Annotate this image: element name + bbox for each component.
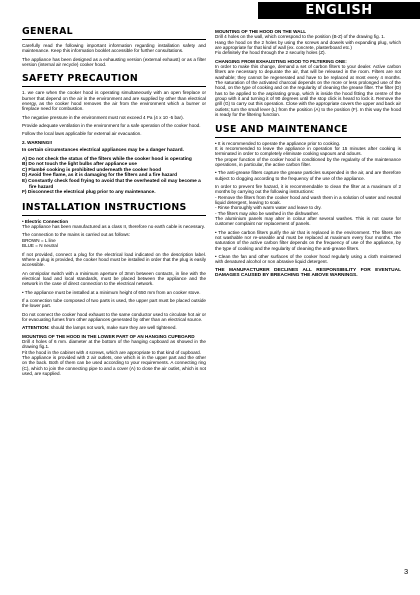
installation-heading: INSTALLATION INSTRUCTIONS — [22, 201, 187, 213]
warning-list — [22, 157, 206, 196]
section-divider — [22, 39, 206, 40]
wire-blue: BLUE = N neutral — [22, 243, 58, 249]
right-column — [215, 29, 401, 282]
mount-lower-heading: MOUNTING OF THE HOOD IN THE LOWER PART OF AN HANGING CUPBOARD — [22, 333, 195, 339]
wall-text: Fix definitely the hood through the 2 security holes (Z). — [215, 50, 326, 56]
list-item: A) Do not check the status of the filters while the cooker hood is operating — [22, 156, 192, 162]
list-item: B) Do not touch the light bulbs after appliance use — [22, 162, 137, 168]
section-divider — [215, 137, 401, 138]
general-heading: GENERAL — [22, 26, 73, 37]
page-number: 3 — [404, 567, 409, 576]
section-divider — [22, 215, 206, 216]
changing-text: In order to make this change, demand a set of carbon filters to your dealer. Active carbon filters are necessary to depurate the air, that will be released in the room. Filters are not washable; they cannot be regenerated and have to be replaced at most every 4 months. The saturation of the activated charcoal depends on the more or less prolonged use of the hood, on the type of cooking and on the regularity of cleaning the grease filter. The filter (D) has to be applied to the aspirating group, which is inside the hood fitting the centre of the group with it and turning it of 90 degrees until the stop click is heard to lock it. Remove the grill (G) to carry out this operation. Close with the appropriate covers the upper and back air outlets; turn the small lever (L) from the position (A) to the position (F). In this way the hood is ready for the filtering function. — [215, 64, 401, 118]
changing-heading: CHANGING FROM EXHAUSTING HOOD TO FILTERING ONE: — [215, 58, 347, 64]
left-column — [22, 26, 206, 379]
attention-note — [22, 325, 206, 330]
maintenance-text: The aluminium panels may alter in colour after several washes. This is not cause for customer complaint nor replacement of panels. — [215, 215, 401, 227]
list-item: D) Avoid free flame, as it is damaging for the filters and a fire hazard — [22, 173, 178, 179]
installation-text: If a connection tube composed of two parts is used, the upper part must be placed outside the lower part. — [22, 297, 206, 309]
electric-heading: • Electric Connection — [22, 218, 69, 224]
list-item: E) Constantly check food frying to avoid that the overheated oil may become a fire hazard — [22, 179, 201, 190]
maintenance-text: • It is recommended to operate the appliance prior to cooking. — [215, 140, 341, 146]
attention-text: should the lamps not work, make sure they are well tightened. — [49, 325, 177, 331]
installation-text: The appliance is provided with 2 air outlets, one which is in the upper part and the other on the back. Both of them can be used according to your requirements. A connecting ring (C), which to join the connecting pipe to and a cover (A) to close the air outlet, which is not used, are supplied. — [22, 355, 206, 377]
general-text: The appliance has been designed as a exhausting version (external exhaust) or as a filter version (internal air recycle) cooker hood. — [22, 56, 206, 68]
installation-text: Do not connect the cooker hood exhaust to the same conductor used to circulate hot air or for evacuating fumes from other appliances generated by other than an electrical source. — [22, 311, 206, 322]
attention-label: ATTENTION: — [22, 325, 50, 331]
installation-text: Fit the hood in the cabinet with 4 screws, which are appropriate to that kind of cupboard. — [22, 349, 202, 355]
safety-text: The negative pressure in the environment must not exceed 4 Pa (4 x 10 -5 bar). — [22, 114, 184, 120]
wall-text: Drill 4 holes on the wall, which correspond to the position (B-Z) of the drawing fig. 1. — [215, 34, 386, 40]
maintenance-text: • Clean the fan and other surfaces of the cooker hood regularly using a cloth moistened with denatured alcohol or non abrasive liquid detergent. — [215, 254, 401, 265]
installation-text: An omnipolar switch with a minimum aperture of 3mm between contacts, in line with the electrical load and local standards, must be placed between the appliance and the network in the case of direct connection to the electrical network. — [22, 270, 206, 287]
section-divider — [22, 86, 206, 87]
safety-text: 1. we care when the cooker hood is operating simultaneously with an open fireplace or burner that depend on the air in the environment and are supplied by other than electrical energy, as the cooker hood removes the air from the environment which a burner or fireplace need for combustion. — [22, 90, 206, 112]
warning-heading: 2. WARNING!! — [22, 139, 53, 145]
installation-text: The appliance has been manufactured as a class II, therefore no earth cable is necessary. — [22, 224, 206, 230]
maintenance-text: - Rinse thoroughly with warm water and leave to dry. — [215, 205, 322, 211]
list-item: C) Flambé cooking is prohibited underneath the cooker hood — [22, 167, 162, 173]
general-text: Carefully read the following important information regarding installation safety and maintenance. Keep this information booklet accessible for further consultations. — [22, 43, 206, 54]
installation-text: Drill 4 holes of 6 mm. diameter at the bottom of the hanging cupboard as showed in the drawing fig.1. — [22, 338, 206, 350]
use-maintenance-heading: USE AND MAINTENANCE — [215, 123, 348, 135]
maintenance-text: In order to prevent fire hazard, it is recommendable to clean the filter at a maximum of 2 months by carrying out the following instructions: — [215, 183, 401, 195]
language-banner: ENGLISH — [258, 2, 420, 19]
warning-intro: In certain circumstances electrical appliances may be a danger hazard. — [22, 148, 184, 154]
installation-text: • The appliance must be installed at a minimum height of 650 mm from an cooker stove. — [22, 289, 201, 295]
wire-brown: BROWN = L line — [22, 237, 56, 243]
maintenance-text: - Remove the filters from the cooker hood and wash them in a solution of water and neutral liquid detergent, leaving to soak. — [215, 194, 401, 205]
safety-heading: SAFETY PRECAUTION — [22, 73, 139, 85]
maintenance-text: - The filters may also be washed in the dishwasher. — [215, 210, 320, 216]
installation-text: The connection to the mains is carried out as follows: — [22, 232, 131, 238]
maintenance-text: The proper function of the cooker hood is conditioned by the regularity of the maintenance operations, in particular, the active carbon filter. — [215, 156, 401, 167]
maintenance-text: • The active carbon filters purify the air that is replaced in the environment. The filters are not washable nor re-useable and must be replaced at maximum every four months. The saturation of the active carbon filter depends on the frequency of use of the appliance, by the type of cooking and the regularity of cleaning the anti-grease filters. — [215, 229, 401, 251]
maintenance-text: It is recommended to leave the appliance in operation for 15 minutes after cooking is terminated in order to completely eliminate cooking vapours and odours. — [215, 145, 401, 157]
mount-wall-heading: MOUNTING OF THE HOOD ON THE WALL — [215, 29, 307, 34]
wall-text: Hang the hood on the 2 holes by using the screws and dowels with expanding plug, which are appropriate for that kind of wall (ex. concrete, plasterboard etc.) — [215, 39, 401, 51]
list-item: F) Disconnect the electrical plug prior to any maintenance. — [22, 190, 156, 196]
disclaimer: THE MANUFACTURER DECLINES ALL RESPONSIBILITY FOR EVENTUAL DAMAGES CAUSED BY BREACHING THE ABOVE WARNINGS. — [215, 267, 401, 279]
installation-text: If not provided, connect a plug for the electrical load indicated on the description label. Where a plug is provided, the cooker hood must be installed in order that the plug is easily accessible. — [22, 251, 206, 268]
maintenance-text: • The anti-grease filters capture the grease particles suspended in the air, and are therefore subject to clogging according to the frequency of the use of the appliance. — [215, 170, 401, 181]
safety-text: Follow the local laws applicable for external air evacuation. — [22, 131, 142, 137]
safety-text: Provide adequate ventilation in the environment for a safe operation of the cooker hood. — [22, 123, 201, 129]
